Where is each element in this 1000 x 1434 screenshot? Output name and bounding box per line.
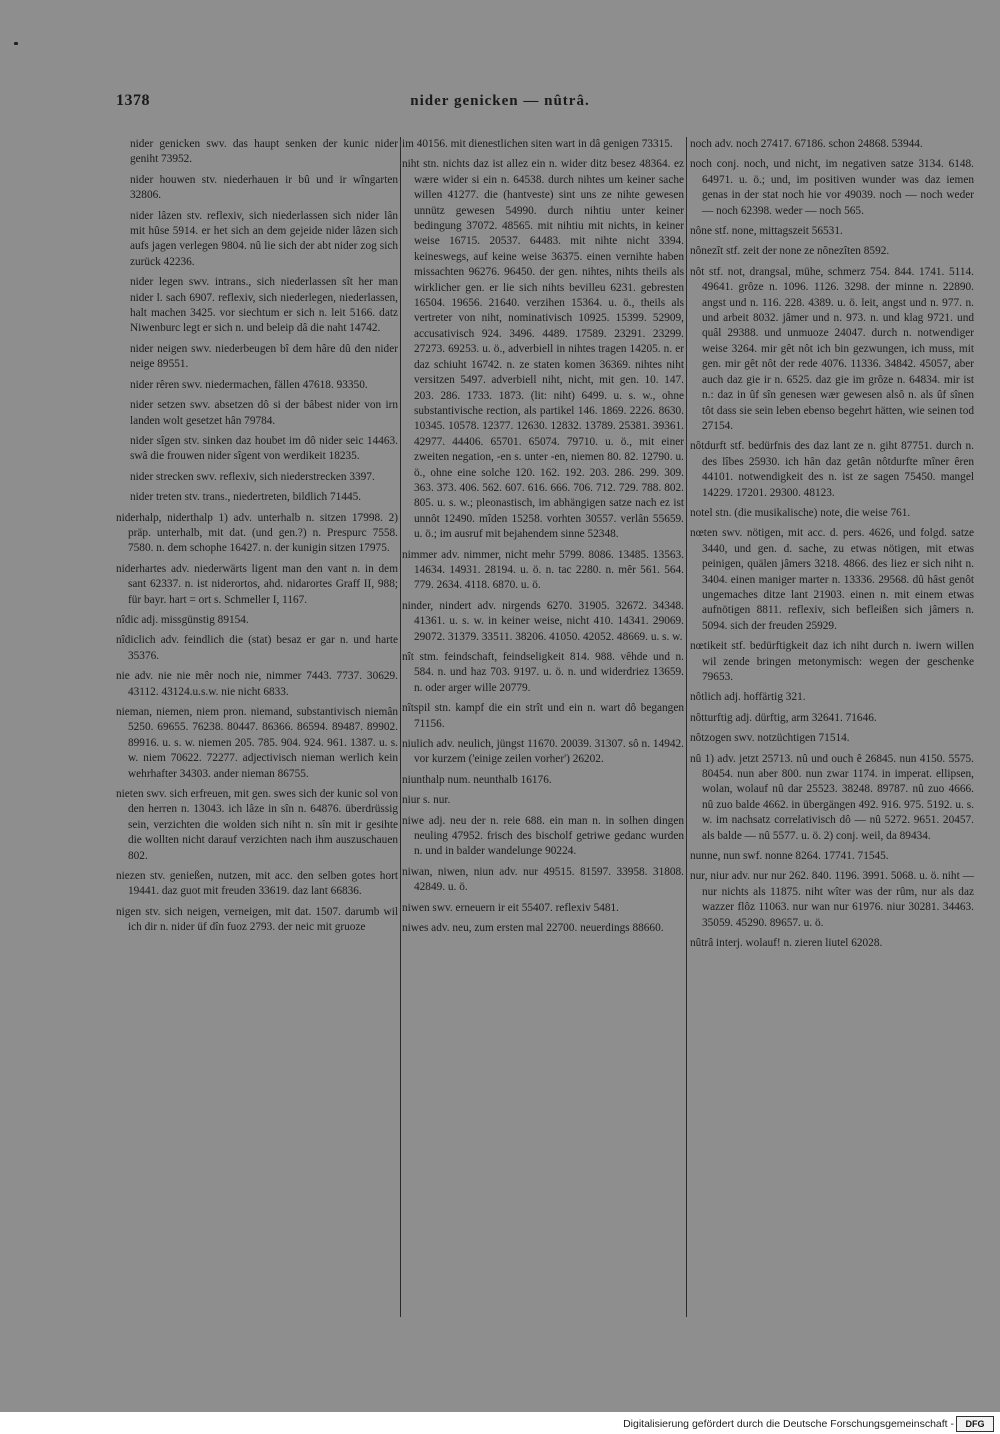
dictionary-entry: nôt stf. not, drangsal, mühe, schmerz 754. 844. 1741. 5114. 49641. grôze n. 1096. 1126. 3298. der minne n. 22890. angst und n. 116. 228. 4389. u. ö. leit, angst und n. 977. n. und arbeit 8032. jâmer und n. 973. n. und klag 9721. und quâl 29388. und unmuoze 24047. durch n. notwendiger weise 3264. mir gêt nôt ich bin gezwungen, ich muss, mit gen. mir gêt nôt der rede 4076. 11336. 34842. 45057, aber auch daz gie ir n. 6525. daz gie im grôze n. 64834. mir ist n.: daz in ûf sîn genesen wær gewesen alsô n. als ûf sînen tôt dass sie sein leben ebenso begehrt hätten, wie seinen tod 27154. [690, 265, 974, 432]
dictionary-entry: nur, niur adv. nur nur 262. 840. 1196. 3991. 5068. u. ö. niht — nur nichts als 11875. niht wîter was der rûm, nur als daz wazzer flôz 11063. nur wan nur 61976. niur 30281. 34463. 35059. 45290. 89657. u. ö. [690, 870, 974, 929]
dictionary-entry: niwan, niwen, niun adv. nur 49515. 81597. 33958. 31808. 42849. u. ö. [402, 865, 684, 894]
dictionary-entry: niunthalp num. neunthalb 16176. [402, 773, 552, 786]
column-divider [686, 137, 687, 1317]
dictionary-entry: nîdic adj. missgünstig 89154. [116, 613, 249, 626]
dictionary-entry: nider legen swv. intrans., sich niederlassen sît her man nider l. sach 6907. reflexiv, sich niederlegen, niederlassen, halt machen 3425. vor siechtum er sich n. leit 5166. datz Niwenburc legt er sich n. und beleip dâ die naht 14742. [130, 276, 398, 335]
dictionary-column-3 [690, 137, 974, 1319]
dictionary-entry: nûtrâ interj. wolauf! n. zieren liutel 62028. [690, 937, 883, 950]
dictionary-entry: nider lâzen stv. reflexiv, sich niederlassen sich nider lân mit hûse 5914. er het sich an dem gejeide nider lâzen sich aufs jagen verlegen 9804. nû lie sich der abt nider zog sich zurück 42236. [130, 209, 398, 268]
dictionary-entry: nieman, niemen, niem pron. niemand, substantivisch niemân 5250. 69655. 76238. 80447. 86366. 86594. 89487. 89902. 89916. u. s. w. niemen 205. 785. 904. 924. 961. 1387. u. s. w. niem 70622. 72277. adjectivisch nieman werlich kein wehrhafter 34303. ander nieman 86755. [116, 706, 398, 780]
dictionary-entry: nôtturftig adj. dürftig, arm 32641. 71646. [690, 711, 877, 724]
dictionary-entry: niulich adv. neulich, jüngst 11670. 20039. 31307. sô n. 14942. vor kurzem ('einige zeilen vorher') 26202. [402, 738, 684, 766]
dictionary-entry: nîtspil stn. kampf die ein strît und ein n. wart dô begangen 71156. [402, 702, 684, 730]
dictionary-entry: nider neigen swv. niederbeugen bî dem hâre dû den nider neige 89551. [130, 342, 398, 371]
dictionary-entry: nider rêren swv. niedermachen, fällen 47618. 93350. [130, 378, 368, 391]
dictionary-entry: nimmer adv. nimmer, nicht mehr 5799. 8086. 13485. 13563. 14634. 14931. 28194. u. ö. n. tac 2280. n. mêr 561. 564. 779. 2634. 4118. 6870. u. ö. [402, 548, 684, 592]
footer-bar [0, 1413, 1000, 1434]
page-number: 1378 [116, 92, 150, 109]
dictionary-entry: nû 1) adv. jetzt 25713. nû und ouch ê 26845. nun 4150. 5575. 80454. nun aber 800. nun zwar 1174. in imperat. ellipsen, wolan, wolauf nû dar 25523. 38248. 89787. nû zuo 4666. nû zuo balde 4662. in übergängen 492. 916. 975. 5192. u. s. w. im nachsatz correlativisch dô — nû 5272. 9651. 20457. als balde — nû 5577. u. ö. 2) conj. weil, da 89434. [690, 752, 974, 842]
dfg-logo: DFG [956, 1416, 994, 1432]
dictionary-entry: niur s. nur. [402, 794, 451, 807]
dictionary-entry: nîdiclich adv. feindlich die (stat) besaz er gar n. und harte 35376. [116, 634, 398, 662]
dictionary-entry: nônezît stf. zeit der none ze nônezîten 8592. [690, 245, 890, 258]
dictionary-entry: nît stm. feindschaft, feindseligkeit 814. 988. vêhde und n. 584. n. und haz 703. 9197. u. ö. n. und widerdriez 13659. n. oder arger wille 20779. [402, 651, 684, 694]
dictionary-entry: nôtdurft stf. bedürfnis des daz lant ze n. giht 87751. durch n. des lîbes 25930. ich hân daz getân nôtdurfte mîner êren 44101. notwendigkeit des n. ist ze sagen 75450. mangel 14229. 17201. 29300. 48123. [690, 440, 974, 499]
running-head: nider genicken — nûtrâ. [410, 93, 590, 109]
column-divider [400, 137, 401, 1317]
dictionary-entry: noch adv. noch 27417. 67186. schon 24868. 53944. [690, 138, 923, 150]
dictionary-entry: nider houwen stv. niederhauen ir bû und ir wîngarten 32806. [130, 173, 398, 202]
dictionary-entry: nider treten stv. trans., niedertreten, bildlich 71445. [130, 491, 362, 504]
dictionary-entry: nigen stv. sich neigen, verneigen, mit dat. 1507. darumb wil ich dir n. nider üf dîn fuoz 2793. der neic mit gruoze [116, 905, 398, 934]
dictionary-entry: niderhartes adv. niederwärts ligent man den vant n. in dem sant 62337. n. ist niderortos, ahd. nidarortes Graff II, 988; für bayr. hart = ort s. Schmeller I, 1167. [116, 562, 398, 606]
dictionary-entry: nôtlich adj. hoffärtig 321. [690, 691, 806, 704]
dictionary-entry: nœten swv. nötigen, mit acc. d. pers. 4626, und folgd. satze 3440, und gen. d. sache, zu etwas nötigen, mit etwas peinigen, quälen jâmers 3218. 4866. des liez er sich niht n. 3404. einen maniger marter n. 13336. 29568. dû hâst genôt ungemaches ditze lant 21903. einen n. mit einem etwas aufnötigen 8811. reflexiv, sich befleißen sich jâmers n. 5094. sich der freuden 25929. [690, 527, 974, 632]
dictionary-entry: niezen stv. genießen, nutzen, mit acc. den selben gotes hort 19441. daz guot mit freuden 33619. daz lant 66836. [116, 870, 398, 898]
dictionary-entry: nôtzogen swv. notzüchtigen 71514. [690, 732, 850, 745]
dictionary-entry: nider genicken swv. das haupt senken der kunic nider geniht 73952. [130, 138, 398, 166]
dictionary-entry: noch conj. noch, und nicht, im negativen satze 3134. 6148. 64971. u. ö.; und, im positiven wunder was daz iemen genas in der stat noch hie vor 49039. noch — noch weder — noch 62398. weder — noch 565. [690, 158, 974, 217]
dictionary-entry: nie adv. nie nie mêr noch nie, nimmer 7443. 7737. 30629. 43112. 43124.u.s.w. nie nicht 6833. [116, 670, 398, 698]
dictionary-entry: im 40156. mit dienestlichen siten wart in dâ genigen 73315. [402, 138, 673, 150]
dictionary-entry: ninder, nindert adv. nirgends 6270. 31905. 32672. 34348. 41361. u. s. w. in keiner weise, nicht 410. 14341. 29069. 29072. 31379. 33511. 38206. 41050. 42052. 48669. u. s. w. [402, 599, 684, 643]
dictionary-column-2 [402, 137, 684, 1319]
dictionary-column-1 [116, 137, 398, 1319]
dictionary-entry: niwes adv. neu, zum ersten mal 22700. neuerdings 88660. [402, 922, 664, 935]
dictionary-entry: niwen swv. erneuern ir eit 55407. reflexiv 5481. [402, 901, 619, 914]
scan-speck [14, 42, 18, 45]
dictionary-entry: nunne, nun swf. nonne 8264. 17741. 71545. [690, 850, 889, 863]
dictionary-entry: niderhalp, niderthalp 1) adv. unterhalb n. sitzen 17998. 2) präp. unterhalb, mit dat. (und gen.?) n. Prespurc 7558. 7580. n. dem schophe 16427. n. der kunigin sitzen 17975. [116, 511, 398, 555]
funding-notice: Digitalisierung gefördert durch die Deutsche Forschungsgemeinschaft - [623, 1418, 954, 1430]
dictionary-entry: niht stn. nichts daz ist allez ein n. wider ditz besez 48364. ez wære wider si ein n. 64538. durch nihtes um keiner sache willen 41277. die (hantveste) sint uns ze nihte gewesen unnütz gewesen 54990. durch nihtiu unter keiner bedingung 37072. 48565. mit nihtiu mit nichts, in keiner weise 16715. 20537. 64483. mit nihte nicht 3394. keineswegs, auf keine weise 36375. einen vernihte haben missachten 96276. 96450. der gen. nihtes, nihts theils als wirklicher gen. er lie sich nihts bevilleu 6231. gebresten 16504. 19656. 21640. verzihen 15364. u. ö., theils als vertreter von niht, nominativisch 10925. 15399. 52909, accusativisch 924. 3496. 4489. 17589. 23291. 23299. 27273. 69253. u. ö., adverbiell in nihtes tragen 14205. n. er daz schiuht 16742. n. ze staten komen 36369. nihtes niht versitzen 5497. adverbiell niht, nicht, mit gen. 10. 147. 203. 286. 1733. 1873. (lit: niht) 6499. u. s. w., ohne substantivische rection, als partikel 146. 1869. 2226. 8630. 10345. 10578. 12377. 12630. 12832. 13789. 25381. 39361. 42977. 44406. 65701. 65074. 79710. u. ö., mit einer zweiten negation, -en s. unter -en, niemen 80. 82. 12790. u. ö., ohne eine solche 120. 162. 192. 203. 286. 299. 309. 363. 373. 406. 562. 607. 616. 666. 706. 712. 729. 788. 802. 805. u. s. w.; pleonastisch, im abhängigen satze nach ez ist unnôt 12490. mîden 15258. vorhten 30557. verlân 55659. u. ö.; im ausruf mit bejahendem sinne 52348. [402, 158, 684, 541]
dictionary-entry: niwe adj. neu der n. reie 688. ein man n. in solhen dingen neuling 47952. frisch des bischolf getriwe gedanc wurden n. und in balder wandelunge 90224. [402, 814, 684, 858]
dictionary-entry: notel stn. (die musikalische) note, die weise 761. [690, 506, 911, 519]
dictionary-entry: nider sîgen stv. sinken daz houbet im dô nider seic 14463. swâ die frouwen nider sîgent von werdikeit 18235. [130, 434, 398, 463]
dictionary-entry: nieten swv. sich erfreuen, mit gen. swes sich der kunic sol von den herren n. 13043. ich lâze in sîn n. 64876. überdrüssig sein, verzichten die wolden sich niht n. sîn mit ir gesihte die wollten nicht darauf verzichten nach ihm auszuschauen 802. [116, 788, 398, 862]
dictionary-entry: nider setzen swv. absetzen dô si der bâbest nider von irn landen wolt gesetzet hân 79784. [130, 399, 398, 427]
dictionary-entry: nider strecken swv. reflexiv, sich niederstrecken 3397. [130, 470, 375, 483]
dictionary-entry: nône stf. none, mittagszeit 56531. [690, 225, 843, 238]
dictionary-entry: nœtikeit stf. bedürftigkeit daz ich niht durch n. iwern willen wil zende bringen metonymisch: wegen der geschenke 79653. [690, 640, 974, 683]
